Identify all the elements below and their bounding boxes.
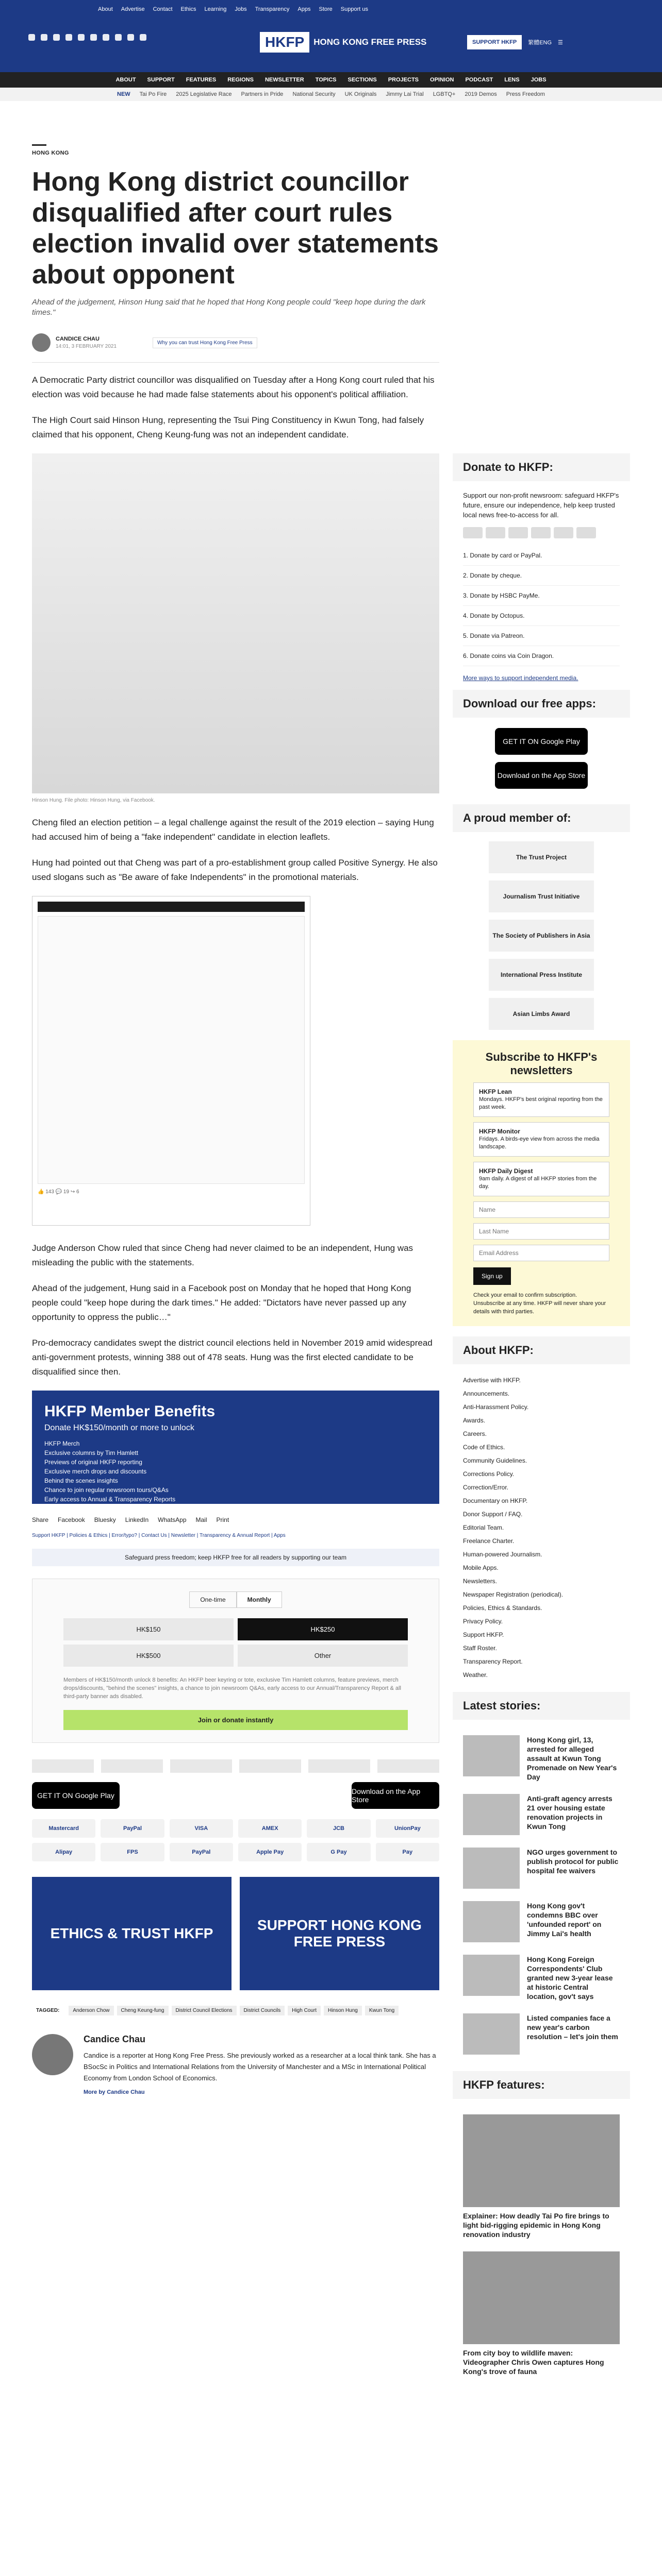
promo-item: HKFP Merch — [44, 1440, 80, 1447]
publish-date: 14:01, 3 FEBRUARY 2021 — [56, 344, 117, 349]
language-switch[interactable]: 繁體ENG — [528, 40, 552, 46]
author-avatar — [32, 333, 51, 352]
share-label: Share — [32, 1516, 49, 1523]
google-play-badge[interactable]: GET IT ON Google Play — [495, 728, 588, 755]
top-bar — [0, 0, 662, 20]
tags-label: TAGGED: — [36, 2008, 60, 2013]
about-link[interactable]: Privacy Policy. — [463, 1618, 503, 1625]
story-title: Hong Kong girl, 13, arrested for alleged assault at Kwun Tong Promenade on New Year's Day — [527, 1736, 617, 1781]
name-field[interactable] — [473, 1201, 609, 1218]
promo-item: Exclusive merch drops and discounts — [44, 1468, 147, 1475]
promo-subtitle: Donate HK$150/month or more to unlock — [44, 1423, 194, 1432]
share-linkedin[interactable]: LinkedIn — [125, 1516, 149, 1523]
member-logo[interactable]: The Trust Project — [489, 841, 594, 873]
email-icon[interactable] — [127, 34, 134, 41]
story-title: Anti-graft agency arrests 21 over housing estate renovation projects in Kwun Tong — [527, 1794, 613, 1831]
article — [32, 144, 439, 2095]
about-link[interactable]: Announcements. — [463, 1390, 510, 1397]
tags — [32, 2006, 439, 2015]
donate-list — [453, 546, 630, 666]
about-link[interactable]: Donor Support / FAQ. — [463, 1511, 523, 1518]
tab-monthly[interactable]: Monthly — [237, 1591, 282, 1608]
nav-item[interactable]: OPINION — [430, 77, 454, 83]
menu-icon[interactable]: ☰ — [558, 39, 563, 46]
promo-item: Early access to Annual & Transparency Reports — [44, 1496, 176, 1503]
nav-item[interactable]: SUPPORT — [147, 77, 175, 83]
option-desc: 9am daily. A digest of all HKFP stories from the day. — [479, 1176, 597, 1190]
about-link[interactable]: Community Guidelines. — [463, 1457, 527, 1464]
about-link[interactable]: Documentary on HKFP. — [463, 1497, 528, 1504]
payment-logo: PayPal — [101, 1819, 164, 1838]
about-link[interactable]: Policies, Ethics & Standards. — [463, 1604, 542, 1612]
about-link[interactable]: Careers. — [463, 1430, 487, 1437]
logo — [239, 1759, 301, 1773]
paragraph: The High Court said Hinson Hung, representing the Tsui Ping Constituency in Kwun Tong, had falsely claimed that his opponent, Cheng Keung-fung was not an independent candidate. — [32, 415, 424, 439]
donate-option[interactable]: 2. Donate by cheque. — [463, 566, 620, 586]
donate-option[interactable]: 1. Donate by card or PayPal. — [463, 546, 620, 566]
instagram-icon[interactable] — [53, 34, 60, 41]
trending-item[interactable]: National Security — [292, 91, 336, 97]
newsletter-option[interactable] — [473, 1122, 609, 1157]
about-link[interactable]: Transparency Report. — [463, 1658, 523, 1665]
about-link[interactable]: Support HKFP. — [463, 1631, 504, 1638]
member-logo[interactable]: International Press Institute — [489, 959, 594, 991]
member-logos — [453, 841, 630, 1030]
top-link[interactable]: Store — [319, 6, 333, 12]
facebook-stats: 👍 143 💬 19 ↪ 6 — [38, 1189, 79, 1195]
join-button[interactable]: Join or donate instantly — [63, 1710, 408, 1730]
promo-item: Chance to join regular newsroom tours/Q&As — [44, 1486, 169, 1494]
latest-stories — [453, 1729, 630, 2061]
author-box-name[interactable]: Candice Chau — [84, 2034, 146, 2044]
member-benefits-banner[interactable] — [32, 1391, 439, 1512]
story-thumb — [463, 2013, 520, 2055]
top-link[interactable]: Support us — [340, 6, 368, 12]
story-thumb — [463, 1848, 520, 1889]
tag[interactable]: Kwun Tong — [365, 2006, 399, 2015]
logo-text: HONG KONG FREE PRESS — [313, 37, 427, 47]
email-field[interactable] — [473, 1245, 609, 1261]
story-title: Hong Kong Foreign Correspondents' Club granted new 3-year lease at historic Central location, gov't says — [527, 1955, 613, 2001]
promo-item: Exclusive columns by Tim Hamlett — [44, 1449, 139, 1456]
nav-item[interactable]: ABOUT — [115, 77, 136, 83]
share-print[interactable]: Print — [216, 1516, 229, 1523]
card-icon — [531, 527, 551, 538]
support-banner[interactable]: SUPPORT HONG KONG FREE PRESS — [240, 1877, 439, 1990]
payment-logo-row — [32, 1759, 439, 1773]
tab-one-time[interactable]: One-time — [189, 1591, 236, 1608]
trending-item[interactable]: LGBTQ+ — [433, 91, 456, 97]
promo-list — [44, 1439, 427, 1513]
latest-heading: Latest stories: — [453, 1692, 630, 1720]
story-title: NGO urges government to publish protocol for public hospital fee waivers — [527, 1848, 619, 1875]
paragraph: Ahead of the judgement, Hung said in a Facebook post on Monday that he hoped that Hong Kong people could "keep hope during the dark times." He added: "Dictators have never passed up any opportunity to oppress the public…" — [32, 1283, 411, 1322]
amount-option[interactable]: HK$250 — [238, 1618, 408, 1640]
story-title: Listed companies face a new year's carbon resolution – let's join them — [527, 2014, 618, 2041]
card-icon — [486, 527, 505, 538]
promo-item: Behind the scenes insights — [44, 1477, 118, 1484]
amount-option[interactable]: Other — [238, 1645, 408, 1667]
newsletter-signup — [453, 1040, 630, 1326]
feature-title: From city boy to wildlife maven: Videographer Chris Owen captures Hong Kong's trove of fauna — [463, 2349, 604, 2376]
trending-item[interactable]: Tai Po Fire — [139, 91, 167, 97]
newsletter-option[interactable] — [473, 1162, 609, 1196]
share-whatsapp[interactable]: WhatsApp — [158, 1516, 187, 1523]
card-icons — [453, 520, 630, 546]
google-play-badge[interactable]: GET IT ON Google Play — [32, 1782, 120, 1809]
main-nav — [0, 72, 662, 88]
ethics-banner[interactable]: ETHICS & TRUST HKFP — [32, 1877, 231, 1990]
trending-item[interactable]: 2025 Legislative Race — [176, 91, 232, 97]
paragraph: Pro-democracy candidates swept the district council elections held in November 2019 amid widespread anti-government protests, winning 388 out of 478 seats. Hung was the first elected candidate to be disqualified since then. — [32, 1338, 433, 1377]
feature-image — [463, 2114, 620, 2207]
trending-item[interactable]: 2019 Demos — [465, 91, 497, 97]
court-document-image — [38, 916, 305, 1184]
kicker[interactable]: HONG KONG — [32, 150, 69, 156]
promo-item: Previews of original HKFP reporting — [44, 1459, 142, 1466]
telegram-icon[interactable] — [115, 34, 122, 41]
feature-item[interactable] — [453, 2245, 630, 2382]
story-item[interactable] — [453, 1729, 630, 1788]
author-bio: Candice is a reporter at Hong Kong Free Press. She previously worked as a researcher at a local think tank. She has a BSocSc in Politics and International Relations from the University of Manchester and a MSc in International Political Economy from London School of Economics. — [84, 2052, 436, 2082]
trending-label: NEW — [117, 91, 130, 97]
top-link[interactable]: Ethics — [180, 6, 196, 12]
tag[interactable]: Anderson Chow — [69, 2006, 113, 2015]
paragraph: A Democratic Party district councillor was disqualified on Tuesday after a Hong Kong court ruled that his election was void because he had made false statements about his opponent's political affiliation. — [32, 375, 435, 399]
amount-option[interactable]: HK$150 — [63, 1618, 234, 1640]
about-link[interactable]: Correction/Error. — [463, 1484, 509, 1491]
donate-option[interactable]: 3. Donate by HSBC PayMe. — [463, 586, 620, 606]
youtube-icon[interactable] — [103, 34, 109, 41]
top-link[interactable]: About — [98, 6, 113, 12]
member-logo[interactable]: Asian Limbs Award — [489, 998, 594, 1030]
option-desc: Fridays. A birds-eye view from across the media landscape. — [479, 1136, 600, 1150]
support-hkfp-button[interactable]: SUPPORT HKFP — [467, 35, 522, 49]
standfirst: Ahead of the judgement, Hinson Hung said that he hoped that Hong Kong people could "keep hope during the dark times." — [32, 298, 426, 317]
banners — [32, 1877, 439, 1990]
sign-up-button[interactable]: Sign up — [473, 1267, 511, 1285]
tag[interactable]: District Council Elections — [172, 2006, 237, 2015]
app-badges — [32, 1782, 439, 1809]
payment-logo: PayPal — [170, 1843, 233, 1861]
share-mail[interactable]: Mail — [195, 1516, 207, 1523]
option-title: HKFP Lean — [479, 1088, 512, 1095]
about-list — [453, 1374, 630, 1682]
author-name[interactable]: CANDICE CHAU — [56, 336, 100, 342]
trending-item[interactable]: Partners in Pride — [241, 91, 284, 97]
search-icon[interactable] — [140, 34, 146, 41]
trending-item[interactable]: Jimmy Lai Trial — [386, 91, 424, 97]
nav-item[interactable]: FEATURES — [186, 77, 217, 83]
byline — [32, 333, 439, 352]
donate-text: Support our non-profit newsroom: safeguard HKFP's future, ensure our independence, help keep trusted local news free-to-access for all. — [463, 492, 619, 519]
about-link[interactable]: Anti-Harassment Policy. — [463, 1403, 529, 1411]
author-avatar — [32, 2034, 73, 2075]
newsletter-note: Check your email to confirm subscription. Unsubscribe at any time. HKFP will never share your details with third parties. — [473, 1292, 606, 1315]
donate-option[interactable]: 6. Donate coins via Coin Dragon. — [463, 646, 620, 666]
payment-logo: Mastercard — [32, 1819, 95, 1838]
tag[interactable]: Cheng Keung-fung — [117, 2006, 169, 2015]
tag[interactable]: Hinson Hung — [324, 2006, 362, 2015]
trust-link[interactable]: Why you can trust Hong Kong Free Press — [153, 337, 257, 348]
card-icon — [576, 527, 596, 538]
facebook-embed[interactable] — [32, 896, 310, 1226]
twitter-icon[interactable] — [28, 34, 35, 41]
nav-item[interactable]: SECTIONS — [347, 77, 377, 83]
tag[interactable]: District Councils — [240, 2006, 285, 2015]
story-item[interactable] — [453, 1841, 630, 1895]
logo — [101, 1759, 163, 1773]
app-store-badge[interactable]: Download on the App Store — [352, 1782, 439, 1809]
payment-logo: UnionPay — [376, 1819, 439, 1838]
paragraph: Hung had pointed out that Cheng was part of a pro-establishment group called Positive Synergy. He also used slogans such as "Be aware of fake Independents" in the promotional materials. — [32, 858, 438, 882]
about-link[interactable]: Corrections Policy. — [463, 1470, 515, 1478]
nav-item[interactable]: PODCAST — [465, 77, 493, 83]
story-item[interactable] — [453, 2007, 630, 2061]
top-link[interactable]: Advertise — [121, 6, 145, 12]
option-title: HKFP Monitor — [479, 1128, 520, 1135]
top-links — [98, 6, 368, 12]
top-link[interactable]: Learning — [204, 6, 227, 12]
about-heading: About HKFP: — [453, 1336, 630, 1364]
member-heading: A proud member of: — [453, 804, 630, 832]
nav-item[interactable]: PROJECTS — [388, 77, 419, 83]
story-thumb — [463, 1955, 520, 1996]
story-thumb — [463, 1901, 520, 1942]
payment-logo: FPS — [101, 1843, 164, 1861]
share-facebook[interactable]: Facebook — [58, 1516, 85, 1523]
facebook-embed-header — [38, 902, 305, 912]
apps-heading: Download our free apps: — [453, 690, 630, 718]
support-strip[interactable]: Safeguard press freedom; keep HKFP free for all readers by supporting our team — [32, 1549, 439, 1566]
trending-item[interactable]: Press Freedom — [506, 91, 545, 97]
masthead — [0, 20, 662, 72]
member-logo[interactable]: Journalism Trust Initiative — [489, 880, 594, 912]
about-link[interactable]: Editorial Team. — [463, 1524, 504, 1531]
logo — [170, 1759, 232, 1773]
last-name-field[interactable] — [473, 1223, 609, 1240]
payment-logo: JCB — [307, 1819, 370, 1838]
logo — [377, 1759, 439, 1773]
features-heading: HKFP features: — [453, 2071, 630, 2099]
donate-note: Members of HK$150/month unlock 8 benefits: An HKFP beer keyring or tote, exclusive Tim Hamlett columns, feature previews, merch drops/discounts, "behind the scenes" insights, a chance to join newsroom Q&As, early access to our Annual/Transparency Report & all third-party banner ads disabled. — [63, 1677, 401, 1700]
trending-bar — [0, 88, 662, 101]
trending-item[interactable]: UK Originals — [344, 91, 377, 97]
mastodon-icon[interactable] — [90, 34, 97, 41]
donate-option[interactable]: 5. Donate via Patreon. — [463, 626, 620, 646]
tag[interactable]: High Court — [288, 2006, 321, 2015]
share-bluesky[interactable]: Bluesky — [94, 1516, 116, 1523]
social-icons — [28, 34, 146, 41]
about-link[interactable]: Advertise with HKFP. — [463, 1377, 521, 1384]
share-bar — [32, 1516, 439, 1523]
top-link[interactable]: Jobs — [235, 6, 247, 12]
option-desc: Mondays. HKFP's best original reporting from the past week. — [479, 1096, 603, 1110]
top-link[interactable]: Contact — [153, 6, 173, 12]
bluesky-icon[interactable] — [78, 34, 85, 41]
facebook-icon[interactable] — [41, 34, 47, 41]
story-thumb — [463, 1735, 520, 1776]
nav-item[interactable]: LENS — [504, 77, 520, 83]
newsletter-option[interactable] — [473, 1082, 609, 1117]
logo — [308, 1759, 370, 1773]
sidebar — [453, 453, 630, 2382]
feature-image — [463, 2251, 620, 2344]
more-by-author-link[interactable]: More by Candice Chau — [84, 2089, 145, 2095]
feature-title: Explainer: How deadly Tai Po fire brings to light bid-rigging epidemic in Hong Kong renovation industry — [463, 2212, 609, 2239]
card-icon — [554, 527, 573, 538]
more-ways-link[interactable]: More ways to support independent media. — [463, 674, 578, 682]
top-link[interactable]: Transparency — [255, 6, 290, 12]
nav-item[interactable]: TOPICS — [315, 77, 337, 83]
donate-option[interactable]: 4. Donate by Octopus. — [463, 606, 620, 626]
feature-item[interactable] — [453, 2108, 630, 2245]
option-title: HKFP Daily Digest — [479, 1167, 533, 1175]
newsletter-heading: Subscribe to HKFP's newsletters — [485, 1050, 598, 1077]
payment-logo: VISA — [170, 1819, 233, 1838]
payment-logo: Pay — [376, 1843, 439, 1861]
member-logo[interactable]: The Society of Publishers in Asia — [489, 920, 594, 952]
divider — [32, 362, 439, 363]
nav-item[interactable]: REGIONS — [227, 77, 254, 83]
site-logo[interactable] — [260, 27, 426, 58]
features — [453, 2108, 630, 2382]
story-title: Hong Kong gov't condemns BBC over 'unfounded report' on Jimmy Lai's health — [527, 1902, 602, 1938]
story-item[interactable] — [453, 1948, 630, 2007]
card-icon — [508, 527, 528, 538]
about-link[interactable]: Weather. — [463, 1671, 488, 1679]
about-link[interactable]: Newsletters. — [463, 1578, 498, 1585]
about-link[interactable]: Staff Roster. — [463, 1645, 497, 1652]
payment-logo: Alipay — [32, 1843, 95, 1861]
story-thumb — [463, 1794, 520, 1835]
article-photo — [32, 453, 439, 793]
nav-item[interactable]: JOBS — [531, 77, 547, 83]
about-link[interactable]: Human-powered Journalism. — [463, 1551, 542, 1558]
nav-item[interactable]: NEWSLETTER — [264, 77, 304, 83]
about-link[interactable]: Code of Ethics. — [463, 1444, 505, 1451]
payment-methods — [32, 1819, 439, 1861]
article-title: Hong Kong district councillor disqualified after court rules election invalid over statements about opponent — [32, 167, 439, 290]
payment-logo: G Pay — [307, 1843, 370, 1861]
about-link[interactable]: Awards. — [463, 1417, 486, 1424]
app-store-badge[interactable]: Download on the App Store — [495, 762, 588, 789]
paragraph: Judge Anderson Chow ruled that since Cheng had never claimed to be an independent, Hung was misleading the public with the statements. — [32, 1243, 413, 1267]
donate-heading: Donate to HKFP: — [453, 453, 630, 481]
about-link[interactable]: Freelance Charter. — [463, 1537, 515, 1545]
photo-caption: Hinson Hung. File photo: Hinson Hung, via Facebook. — [32, 798, 155, 803]
about-link[interactable]: Mobile Apps. — [463, 1564, 499, 1571]
author-box — [32, 2034, 439, 2095]
article-footer-links[interactable]: Support HKFP | Policies & Ethics | Error/typo? | Contact Us | Newsletter | Transparency & Annual Report | Apps — [32, 1533, 286, 1538]
story-item[interactable] — [453, 1788, 630, 1841]
payment-logo: Apple Pay — [238, 1843, 302, 1861]
donate-widget — [32, 1579, 439, 1743]
promo-item: Ad & third-party banner ads disabled — [44, 1505, 145, 1512]
logo — [32, 1759, 94, 1773]
top-link[interactable]: Apps — [297, 6, 311, 12]
promo-title: HKFP Member Benefits — [44, 1403, 216, 1420]
payment-logo: AMEX — [238, 1819, 302, 1838]
threads-icon[interactable] — [65, 34, 72, 41]
logo-mark: HKFP — [260, 32, 309, 53]
card-icon — [463, 527, 483, 538]
kicker-bar — [32, 144, 46, 146]
about-link[interactable]: Newspaper Registration (periodical). — [463, 1591, 564, 1598]
amount-option[interactable]: HK$500 — [63, 1645, 234, 1667]
paragraph: Cheng filed an election petition – a legal challenge against the result of the 2019 election – saying Hung had accused him of being a "fake independent" candidate in election leaflets. — [32, 818, 434, 842]
story-item[interactable] — [453, 1895, 630, 1948]
